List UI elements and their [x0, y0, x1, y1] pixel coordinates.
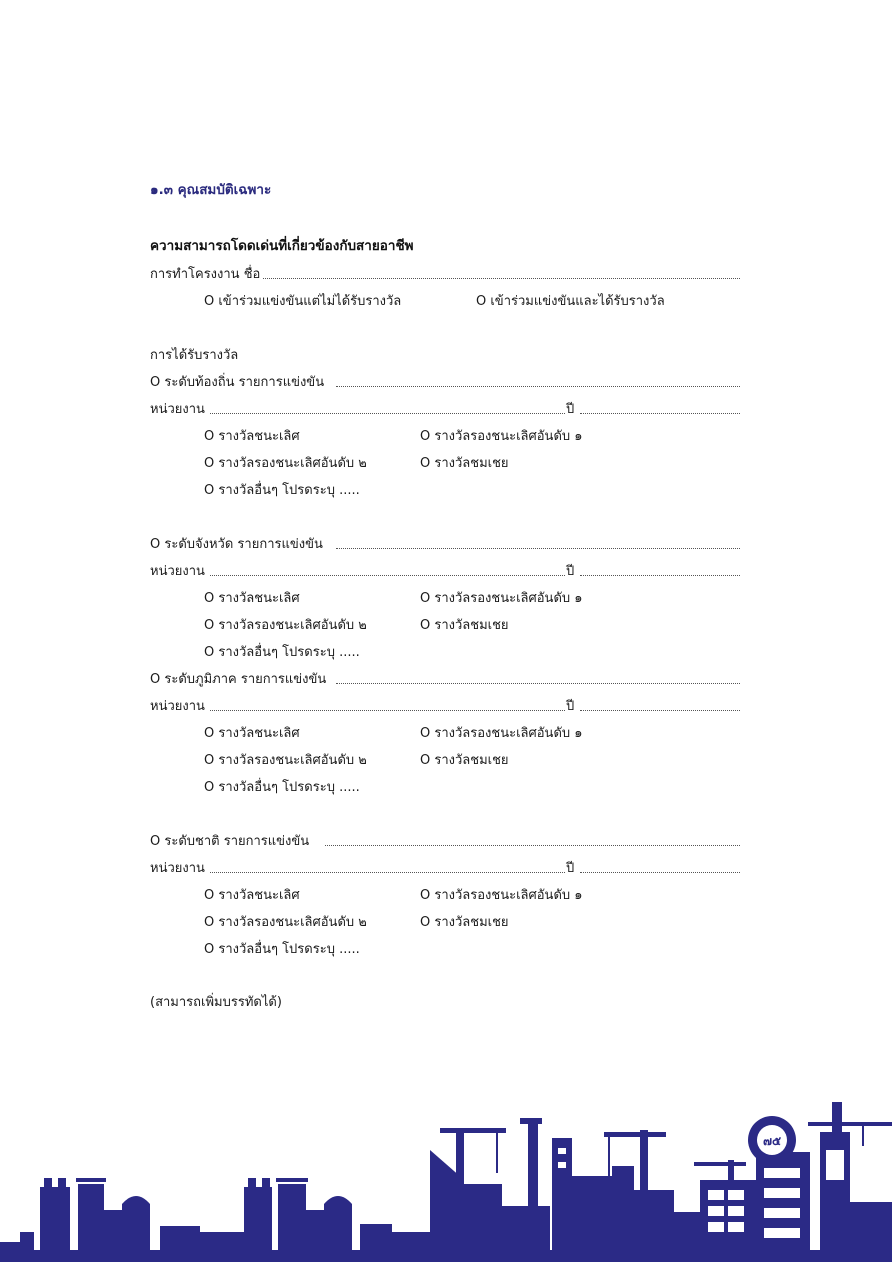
level-province-year-blank[interactable]: [580, 575, 740, 576]
awards-heading: การได้รับรางวัล: [150, 348, 239, 363]
level-national-award-honorable[interactable]: O รางวัลชมเชย: [420, 915, 509, 930]
level-region-label: O ระดับภูมิภาค รายการแข่งขัน: [150, 672, 327, 687]
level-region-award-winner[interactable]: O รางวัลชนะเลิศ: [204, 726, 300, 741]
level-national-unit-label: หน่วยงาน: [150, 861, 205, 876]
level-national-competition-field[interactable]: [150, 830, 740, 850]
level-local-unit-blank[interactable]: [210, 413, 565, 414]
level-region-year-label: ปี: [566, 699, 575, 714]
level-local-unit-field[interactable]: [150, 398, 740, 418]
project-option-award[interactable]: O เข้าร่วมแข่งขันและได้รับรางวัล: [476, 294, 665, 309]
level-national-award-winner[interactable]: O รางวัลชนะเลิศ: [204, 888, 300, 903]
project-option-no-award[interactable]: O เข้าร่วมแข่งขันแต่ไม่ได้รับรางวัล: [204, 294, 402, 309]
level-local-unit-label: หน่วยงาน: [150, 402, 205, 417]
level-national-award-runnerup-2[interactable]: O รางวัลรองชนะเลิศอันดับ ๒: [204, 915, 367, 930]
level-province-year-label: ปี: [566, 564, 575, 579]
project-label: การทำโครงงาน ชื่อ: [150, 267, 261, 282]
level-region-unit-field[interactable]: [150, 695, 740, 715]
project-name-field[interactable]: [150, 263, 740, 283]
section-title: [150, 178, 271, 200]
level-region-unit-blank[interactable]: [210, 710, 565, 711]
level-region-award-runnerup-2[interactable]: O รางวัลรองชนะเลิศอันดับ ๒: [204, 753, 367, 768]
project-name-blank[interactable]: [263, 278, 740, 279]
level-local-competition-blank[interactable]: [336, 386, 740, 387]
section-title-text: คุณสมบัติเฉพาะ: [177, 182, 272, 198]
city-skyline-illustration: [0, 1092, 892, 1262]
level-province-award-runnerup-2[interactable]: O รางวัลรองชนะเลิศอันดับ ๒: [204, 618, 367, 633]
level-local-award-other[interactable]: O รางวัลอื่นๆ โปรดระบุ .....: [204, 483, 360, 498]
level-national-competition-blank[interactable]: [325, 845, 740, 846]
subheading: ความสามารถโดดเด่นที่เกี่ยวข้องกับสายอาชีพ: [150, 238, 414, 254]
level-region-award-honorable[interactable]: O รางวัลชมเชย: [420, 753, 509, 768]
level-local-label: O ระดับท้องถิ่น รายการแข่งขัน: [150, 375, 325, 390]
level-province-award-other[interactable]: O รางวัลอื่นๆ โปรดระบุ .....: [204, 645, 360, 660]
footnote: (สามารถเพิ่มบรรทัดได้): [150, 995, 282, 1010]
level-province-unit-field[interactable]: [150, 560, 740, 580]
level-province-competition-blank[interactable]: [336, 548, 740, 549]
level-region-unit-label: หน่วยงาน: [150, 699, 205, 714]
level-national-year-label: ปี: [566, 861, 575, 876]
level-region-year-blank[interactable]: [580, 710, 740, 711]
level-local-award-winner[interactable]: O รางวัลชนะเลิศ: [204, 429, 300, 444]
level-national-unit-blank[interactable]: [210, 872, 565, 873]
level-province-unit-label: หน่วยงาน: [150, 564, 205, 579]
level-local-award-runnerup-1[interactable]: O รางวัลรองชนะเลิศอันดับ ๑: [420, 429, 583, 444]
level-province-award-runnerup-1[interactable]: O รางวัลรองชนะเลิศอันดับ ๑: [420, 591, 583, 606]
level-local-award-honorable[interactable]: O รางวัลชมเชย: [420, 456, 509, 471]
level-local-competition-field[interactable]: [150, 371, 740, 391]
level-province-competition-field[interactable]: [150, 533, 740, 553]
section-number: ๑.๓: [150, 182, 173, 198]
level-region-competition-field[interactable]: [150, 668, 740, 688]
level-province-unit-blank[interactable]: [210, 575, 565, 576]
level-province-label: O ระดับจังหวัด รายการแข่งขัน: [150, 537, 323, 552]
emblem-text: ๗๕: [762, 1134, 782, 1148]
level-region-competition-blank[interactable]: [336, 683, 740, 684]
level-national-year-blank[interactable]: [580, 872, 740, 873]
level-national-label: O ระดับชาติ รายการแข่งขัน: [150, 834, 310, 849]
level-region-award-runnerup-1[interactable]: O รางวัลรองชนะเลิศอันดับ ๑: [420, 726, 583, 741]
level-national-unit-field[interactable]: [150, 857, 740, 877]
level-local-year-label: ปี: [566, 402, 575, 417]
level-province-award-winner[interactable]: O รางวัลชนะเลิศ: [204, 591, 300, 606]
level-local-year-blank[interactable]: [580, 413, 740, 414]
level-local-award-runnerup-2[interactable]: O รางวัลรองชนะเลิศอันดับ ๒: [204, 456, 367, 471]
level-national-award-other[interactable]: O รางวัลอื่นๆ โปรดระบุ .....: [204, 942, 360, 957]
level-region-award-other[interactable]: O รางวัลอื่นๆ โปรดระบุ .....: [204, 780, 360, 795]
level-national-award-runnerup-1[interactable]: O รางวัลรองชนะเลิศอันดับ ๑: [420, 888, 583, 903]
level-province-award-honorable[interactable]: O รางวัลชมเชย: [420, 618, 509, 633]
